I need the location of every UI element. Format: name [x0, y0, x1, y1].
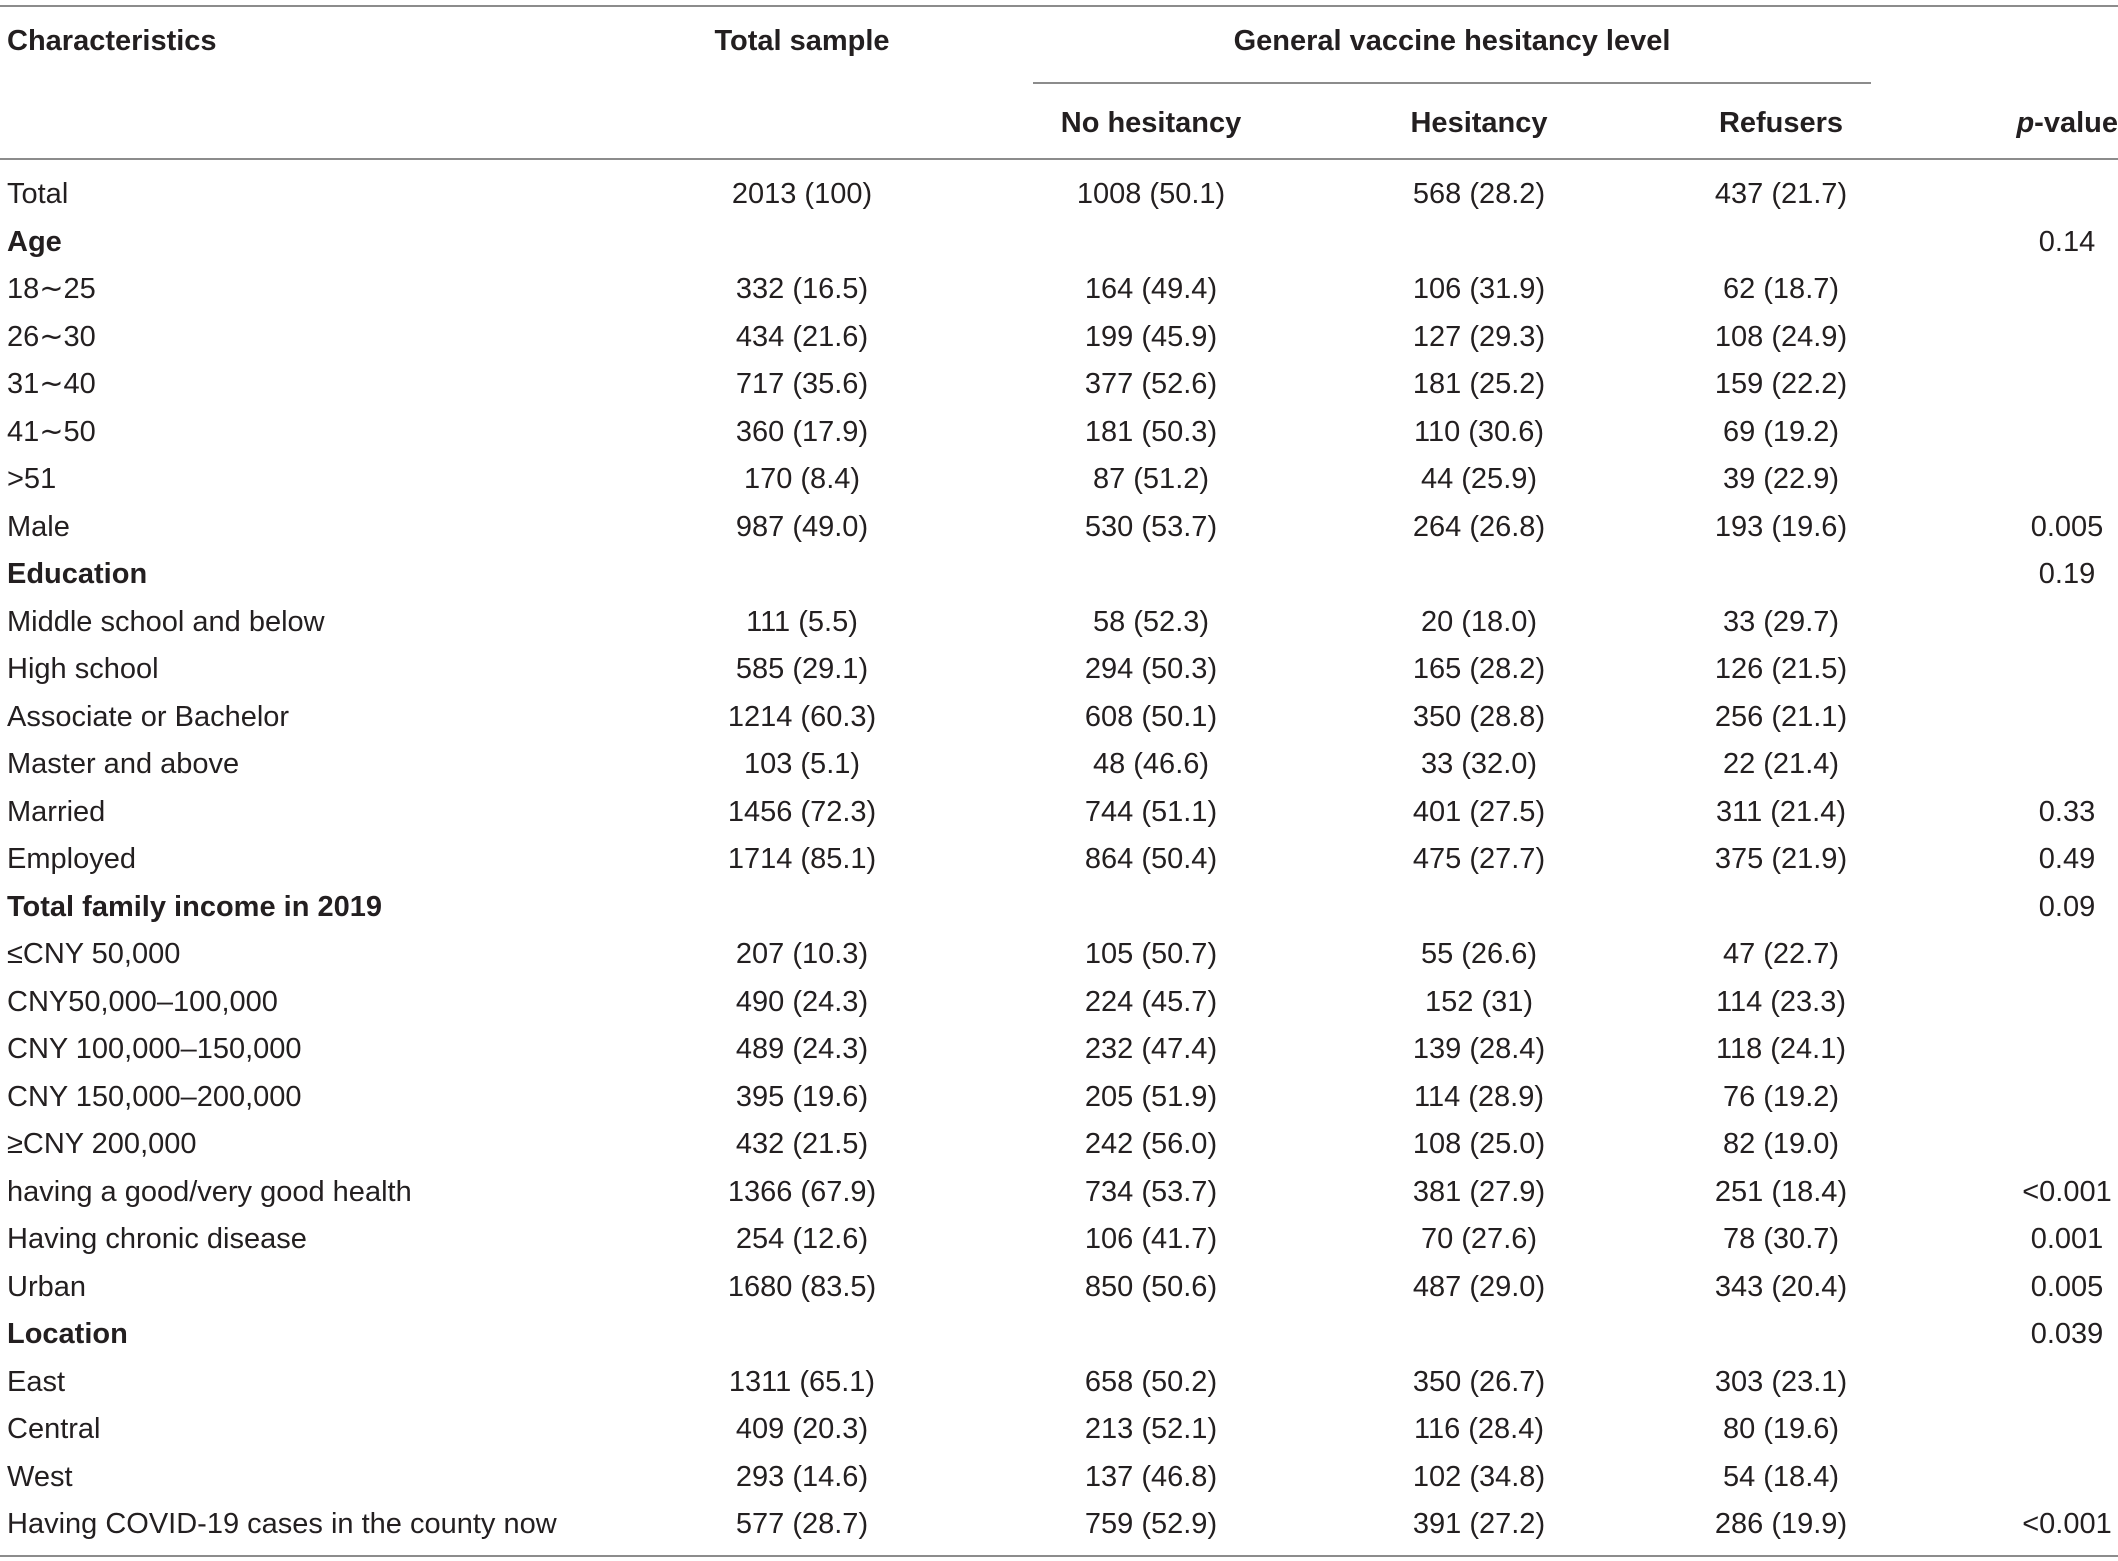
- row-label: Married: [7, 795, 106, 828]
- cell-total-sample: 360 (17.9): [735, 415, 869, 448]
- row-label: >51: [7, 463, 57, 495]
- row-label: Male: [7, 510, 70, 543]
- header-total-sample: Total sample: [714, 25, 890, 57]
- cell-refusers: 78 (30.7): [1722, 1223, 1840, 1255]
- cell-hesitancy: 350 (28.8): [1412, 700, 1546, 733]
- row-label: Total family income in 2019: [7, 890, 382, 923]
- cell-refusers: 108 (24.9): [1714, 320, 1848, 353]
- row-label: Education: [7, 558, 148, 590]
- cell-no-hesitancy: 294 (50.3): [1084, 653, 1218, 685]
- row-label: Central: [7, 1413, 101, 1445]
- section-row: [0, 552, 2118, 600]
- table-row: [0, 172, 2118, 220]
- table-row: [0, 1455, 2118, 1503]
- cell-refusers: 62 (18.7): [1722, 273, 1840, 305]
- section-row: [0, 1312, 2118, 1360]
- cell-no-hesitancy: 181 (50.3): [1084, 415, 1218, 448]
- cell-total-sample: 1680 (83.5): [727, 1270, 877, 1303]
- section-row: [0, 220, 2118, 268]
- cell-no-hesitancy: 224 (45.7): [1084, 985, 1218, 1018]
- row-label: High school: [7, 653, 159, 685]
- cell-p-value: 0.19: [2038, 558, 2096, 590]
- cell-refusers: 251 (18.4): [1714, 1175, 1848, 1208]
- cell-hesitancy: 181 (25.2): [1412, 368, 1546, 400]
- table-row: [0, 980, 2118, 1028]
- cell-no-hesitancy: 213 (52.1): [1084, 1413, 1218, 1445]
- cell-no-hesitancy: 530 (53.7): [1084, 510, 1218, 543]
- row-label: ≤CNY 50,000: [7, 938, 181, 970]
- cell-hesitancy: 127 (29.3): [1412, 320, 1546, 353]
- cell-no-hesitancy: 232 (47.4): [1084, 1033, 1218, 1065]
- cell-total-sample: 987 (49.0): [735, 510, 869, 543]
- cell-total-sample: 1366 (67.9): [727, 1175, 877, 1208]
- row-label: Middle school and below: [7, 605, 325, 638]
- cell-refusers: 69 (19.2): [1722, 415, 1840, 448]
- cell-refusers: 39 (22.9): [1722, 463, 1840, 495]
- cell-refusers: 126 (21.5): [1714, 653, 1848, 685]
- cell-hesitancy: 33 (32.0): [1420, 748, 1538, 780]
- cell-no-hesitancy: 87 (51.2): [1092, 463, 1210, 495]
- table-row: [0, 410, 2118, 458]
- table-row: [0, 1407, 2118, 1455]
- cell-no-hesitancy: 58 (52.3): [1092, 605, 1210, 638]
- cell-total-sample: 293 (14.6): [735, 1460, 869, 1493]
- cell-refusers: 286 (19.9): [1714, 1508, 1848, 1540]
- cell-no-hesitancy: 658 (50.2): [1084, 1365, 1218, 1398]
- cell-no-hesitancy: 137 (46.8): [1084, 1460, 1218, 1493]
- table-row: [0, 315, 2118, 363]
- cell-p-value: 0.09: [2038, 890, 2096, 923]
- cell-no-hesitancy: 734 (53.7): [1084, 1175, 1218, 1208]
- row-label: Having chronic disease: [7, 1223, 307, 1255]
- table-row: [0, 1217, 2118, 1265]
- row-label: 18∼25: [7, 273, 96, 305]
- table-row: [0, 1027, 2118, 1075]
- cell-refusers: 193 (19.6): [1714, 510, 1848, 543]
- row-label: Associate or Bachelor: [7, 700, 290, 733]
- cell-no-hesitancy: 105 (50.7): [1084, 938, 1218, 970]
- cell-p-value: 0.005: [2030, 1270, 2104, 1303]
- cell-total-sample: 2013 (100): [731, 178, 873, 210]
- row-label: Employed: [7, 843, 136, 875]
- cell-hesitancy: 110 (30.6): [1413, 415, 1545, 448]
- cell-no-hesitancy: 608 (50.1): [1084, 700, 1218, 733]
- cell-total-sample: 207 (10.3): [735, 938, 869, 970]
- row-label: ≥CNY 200,000: [7, 1128, 197, 1160]
- header-characteristics: Characteristics: [7, 25, 217, 57]
- cell-hesitancy: 55 (26.6): [1420, 938, 1538, 970]
- cell-refusers: 54 (18.4): [1722, 1460, 1840, 1493]
- row-label: Total: [7, 178, 69, 210]
- cell-total-sample: 489 (24.3): [735, 1033, 869, 1065]
- cell-p-value: 0.005: [2030, 510, 2104, 543]
- header-group-title: General vaccine hesitancy level: [1233, 25, 1671, 57]
- cell-refusers: 80 (19.6): [1722, 1413, 1840, 1445]
- table-row: [0, 837, 2118, 885]
- cell-no-hesitancy: 377 (52.6): [1084, 368, 1218, 400]
- table-row: [0, 1170, 2118, 1218]
- cell-refusers: 303 (23.1): [1714, 1365, 1848, 1398]
- cell-total-sample: 103 (5.1): [743, 748, 861, 780]
- cell-total-sample: 395 (19.6): [735, 1080, 869, 1113]
- row-label: East: [7, 1365, 66, 1398]
- cell-no-hesitancy: 48 (46.6): [1092, 748, 1210, 780]
- cell-hesitancy: 475 (27.7): [1412, 843, 1546, 875]
- cell-refusers: 118 (24.1): [1715, 1033, 1847, 1065]
- cell-hesitancy: 401 (27.5): [1412, 795, 1546, 828]
- cell-total-sample: 170 (8.4): [743, 463, 861, 495]
- header-no-hesitancy: No hesitancy: [1060, 107, 1242, 139]
- cell-total-sample: 585 (29.1): [735, 653, 869, 685]
- cell-hesitancy: 350 (26.7): [1412, 1365, 1546, 1398]
- table-row: [0, 1265, 2118, 1313]
- cell-no-hesitancy: 850 (50.6): [1084, 1270, 1218, 1303]
- table-row: [0, 647, 2118, 695]
- cell-p-value: <0.001: [2022, 1508, 2112, 1540]
- cell-refusers: 114 (23.3): [1715, 985, 1847, 1018]
- cell-total-sample: 1456 (72.3): [727, 795, 877, 828]
- cell-total-sample: 1311 (65.1): [728, 1365, 876, 1398]
- cell-hesitancy: 106 (31.9): [1412, 273, 1546, 305]
- cell-refusers: 76 (19.2): [1722, 1080, 1840, 1113]
- cell-total-sample: 332 (16.5): [735, 273, 869, 305]
- table-row: [0, 267, 2118, 315]
- cell-hesitancy: 487 (29.0): [1412, 1270, 1546, 1303]
- header-p-value: [2016, 103, 2118, 143]
- cell-p-value: 0.33: [2038, 795, 2096, 828]
- top-rule: [0, 5, 2118, 7]
- row-label: 26∼30: [7, 320, 96, 353]
- cell-refusers: 47 (22.7): [1722, 938, 1840, 970]
- table-row: [0, 457, 2118, 505]
- row-label: West: [7, 1460, 73, 1493]
- row-label: Urban: [7, 1270, 86, 1303]
- row-label: Age: [7, 225, 62, 258]
- cell-refusers: 82 (19.0): [1722, 1128, 1840, 1160]
- row-label: Location: [7, 1318, 128, 1350]
- table-row: [0, 362, 2118, 410]
- cell-total-sample: 409 (20.3): [735, 1413, 869, 1445]
- header-p-suffix: -value: [2034, 107, 2118, 139]
- table-body: [0, 172, 2118, 1550]
- cell-hesitancy: 139 (28.4): [1412, 1033, 1546, 1065]
- cell-hesitancy: 116 (28.4): [1413, 1413, 1545, 1445]
- cell-hesitancy: 568 (28.2): [1412, 178, 1546, 210]
- row-label: having a good/very good health: [7, 1175, 412, 1208]
- table-row: [0, 600, 2118, 648]
- cell-p-value: 0.49: [2038, 843, 2096, 875]
- cell-refusers: 437 (21.7): [1714, 178, 1848, 210]
- cell-total-sample: 490 (24.3): [735, 985, 869, 1018]
- cell-hesitancy: 44 (25.9): [1420, 463, 1538, 495]
- cell-refusers: 22 (21.4): [1722, 748, 1840, 780]
- cell-total-sample: 1214 (60.3): [727, 700, 877, 733]
- cell-p-value: 0.001: [2030, 1223, 2104, 1255]
- cell-total-sample: 1714 (85.1): [727, 843, 877, 875]
- cell-total-sample: 432 (21.5): [735, 1128, 869, 1160]
- cell-total-sample: 717 (35.6): [735, 368, 869, 400]
- cell-hesitancy: 381 (27.9): [1412, 1175, 1546, 1208]
- cell-hesitancy: 20 (18.0): [1420, 605, 1538, 638]
- cell-refusers: 375 (21.9): [1714, 843, 1848, 875]
- cell-hesitancy: 102 (34.8): [1412, 1460, 1546, 1493]
- cell-no-hesitancy: 205 (51.9): [1084, 1080, 1218, 1113]
- cell-hesitancy: 391 (27.2): [1412, 1508, 1546, 1540]
- cell-total-sample: 111 (5.5): [746, 605, 858, 638]
- row-label: Master and above: [7, 748, 240, 780]
- cell-hesitancy: 152 (31): [1424, 985, 1534, 1018]
- table-row: [0, 742, 2118, 790]
- cell-no-hesitancy: 242 (56.0): [1084, 1128, 1218, 1160]
- cell-hesitancy: 264 (26.8): [1412, 510, 1546, 543]
- header-hesitancy: Hesitancy: [1410, 107, 1548, 139]
- cell-total-sample: 254 (12.6): [735, 1223, 869, 1255]
- cell-no-hesitancy: 744 (51.1): [1084, 795, 1218, 828]
- cell-no-hesitancy: 1008 (50.1): [1076, 178, 1226, 210]
- cell-no-hesitancy: 864 (50.4): [1084, 843, 1218, 875]
- table-row: [0, 790, 2118, 838]
- header-refusers: Refusers: [1718, 107, 1844, 139]
- cell-total-sample: 577 (28.7): [735, 1508, 869, 1540]
- table-row: [0, 932, 2118, 980]
- row-label: 31∼40: [7, 368, 96, 400]
- cell-refusers: 343 (20.4): [1714, 1270, 1848, 1303]
- cell-p-value: 0.14: [2038, 225, 2096, 258]
- cell-hesitancy: 114 (28.9): [1413, 1080, 1545, 1113]
- cell-p-value: <0.001: [2022, 1175, 2112, 1208]
- cell-no-hesitancy: 759 (52.9): [1084, 1508, 1218, 1540]
- cell-hesitancy: 165 (28.2): [1412, 653, 1546, 685]
- cell-no-hesitancy: 164 (49.4): [1084, 273, 1218, 305]
- cell-hesitancy: 70 (27.6): [1420, 1223, 1538, 1255]
- cell-p-value: 0.039: [2030, 1318, 2104, 1350]
- bottom-rule: [0, 1555, 2118, 1557]
- row-label: CNY 100,000–150,000: [7, 1033, 302, 1065]
- cell-refusers: 159 (22.2): [1714, 368, 1848, 400]
- cell-refusers: 256 (21.1): [1714, 700, 1848, 733]
- row-label: CNY 150,000–200,000: [7, 1080, 302, 1113]
- table-row: [0, 1075, 2118, 1123]
- header-p-letter: p: [2016, 107, 2035, 139]
- row-label: 41∼50: [7, 415, 96, 448]
- header-rule: [0, 158, 2118, 160]
- table-row: [0, 695, 2118, 743]
- cell-total-sample: 434 (21.6): [735, 320, 869, 353]
- cell-no-hesitancy: 106 (41.7): [1084, 1223, 1218, 1255]
- row-label: Having COVID-19 cases in the county now: [7, 1508, 557, 1540]
- section-row: [0, 885, 2118, 933]
- cell-hesitancy: 108 (25.0): [1412, 1128, 1546, 1160]
- cell-no-hesitancy: 199 (45.9): [1084, 320, 1218, 353]
- cell-refusers: 311 (21.4): [1715, 795, 1847, 828]
- cell-refusers: 33 (29.7): [1722, 605, 1840, 638]
- table-row: [0, 1122, 2118, 1170]
- table-row: [0, 1360, 2118, 1408]
- table-row: [0, 1502, 2118, 1550]
- table-row: [0, 505, 2118, 553]
- group-underline: [1033, 82, 1871, 84]
- row-label: CNY50,000–100,000: [7, 985, 278, 1018]
